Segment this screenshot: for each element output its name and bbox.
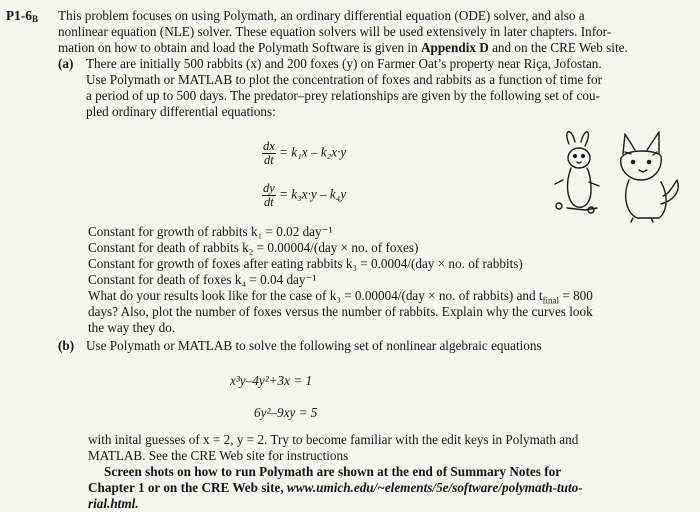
appendix-ref: Appendix D bbox=[420, 40, 489, 55]
part-b-line: Use Polymath or MATLAB to solve the following set of nonlinear algebraic equations bbox=[86, 338, 542, 353]
eq1-numerator: dx bbox=[263, 139, 275, 153]
rabbit-ear-left bbox=[567, 132, 575, 144]
derivative-dx-dt bbox=[262, 140, 276, 167]
part-a-line-4: pled ordinary differential equations: bbox=[86, 104, 276, 119]
rabbit-head bbox=[568, 148, 590, 168]
eq2-numerator: dy bbox=[263, 181, 275, 195]
constant-k2: Constant for death of rabbits k₂ = 0.00004/(day × no. of foxes) bbox=[88, 240, 419, 255]
cre-web-link[interactable]: www.umich.edu/~elements/5e/software/polymath-tuto- bbox=[286, 480, 583, 495]
nle-equation-2 bbox=[254, 406, 317, 420]
problem-difficulty: B bbox=[32, 14, 39, 24]
note-text: Chapter 1 or on the CRE Web site, bbox=[88, 480, 284, 495]
part-a-line-3: a period of up to 500 days. The predator–prey relationships are given by the following set of cou- bbox=[86, 88, 600, 103]
part-a-label: (a) bbox=[58, 56, 74, 71]
question-line-2: days? Also, plot the number of foxes versus the number of rabbits. Explain why the curves look bbox=[88, 304, 593, 319]
fox-head bbox=[621, 151, 662, 180]
rabbit-fox-cartoon bbox=[545, 124, 685, 224]
problem-number: P1-6 bbox=[6, 8, 33, 23]
question-line-3: the way they do. bbox=[88, 320, 176, 335]
intro-text-end: and on the CRE Web site. bbox=[492, 40, 628, 55]
ode-equation-1 bbox=[262, 140, 346, 167]
note-line-2 bbox=[88, 480, 583, 496]
constant-k4: Constant for death of foxes k₄ = 0.04 day⁻¹ bbox=[88, 272, 317, 287]
constant-k1: Constant for growth of rabbits k₁ = 0.02 day⁻¹ bbox=[88, 224, 333, 239]
nle-equation-1 bbox=[230, 374, 312, 388]
part-b-label: (b) bbox=[58, 338, 75, 353]
nle-eq2-text: 6y²–9xy = 5 bbox=[254, 405, 318, 420]
part-b-after-1: with inital guesses of x = 2, y = 2. Try to become familiar with the edit keys in Polymath and bbox=[88, 432, 579, 447]
eq2-denominator: dt bbox=[264, 195, 274, 209]
problem-id bbox=[6, 8, 38, 24]
note-line-1: Screen shots on how to run Polymath are shown at the end of Summary Notes for bbox=[104, 464, 562, 479]
eq1-rhs: = k₁x – k₂x·y bbox=[279, 144, 347, 160]
fox-body bbox=[626, 180, 666, 218]
ode-equation-2 bbox=[262, 182, 346, 209]
eq2-rhs: = k₃x·y – k₄y bbox=[279, 186, 347, 202]
part-a-line-2: Use Polymath or MATLAB to plot the concentration of foxes and rabbits as a function of time for bbox=[86, 72, 603, 87]
cre-web-link-end[interactable]: rial.html. bbox=[88, 496, 139, 511]
question-text: What do your results look like for the case of k₃ = 0.00004/(day × no. of rabbits) and t bbox=[88, 288, 543, 303]
intro-line-1: This problem focuses on using Polymath, an ordinary differential equation (ODE) solver, and also a bbox=[58, 8, 585, 23]
part-b-after-2: MATLAB. See the CRE Web site for instructions bbox=[88, 448, 349, 463]
eq1-denominator: dt bbox=[264, 153, 274, 167]
t-final-subscript: final bbox=[542, 295, 560, 306]
fox-tail bbox=[661, 180, 678, 204]
intro-text: mation on how to obtain and load the Polymath Software is given in bbox=[58, 40, 418, 55]
rabbit-body bbox=[568, 168, 591, 207]
rabbit-ear-right bbox=[581, 132, 588, 146]
part-a-line-1: There are initially 500 rabbits (x) and 200 foxes (y) on Farmer Oat’s property near Riça, Jofostan. bbox=[86, 56, 602, 71]
nle-eq1-text: x³y–4y²+3x = 1 bbox=[230, 373, 313, 388]
intro-line-2: nonlinear equation (NLE) solver. These equation solvers will be used extensively in later chapters. Infor- bbox=[58, 24, 612, 39]
fox-ear-right bbox=[647, 132, 659, 154]
intro-line-3 bbox=[58, 40, 628, 56]
note-line-3 bbox=[88, 496, 139, 512]
t-final-value: = 800 bbox=[559, 288, 593, 303]
constant-k3: Constant for growth of foxes after eating rabbits k₃ = 0.0004/(day × no. of rabbits) bbox=[88, 256, 523, 271]
derivative-dy-dt bbox=[262, 182, 276, 209]
